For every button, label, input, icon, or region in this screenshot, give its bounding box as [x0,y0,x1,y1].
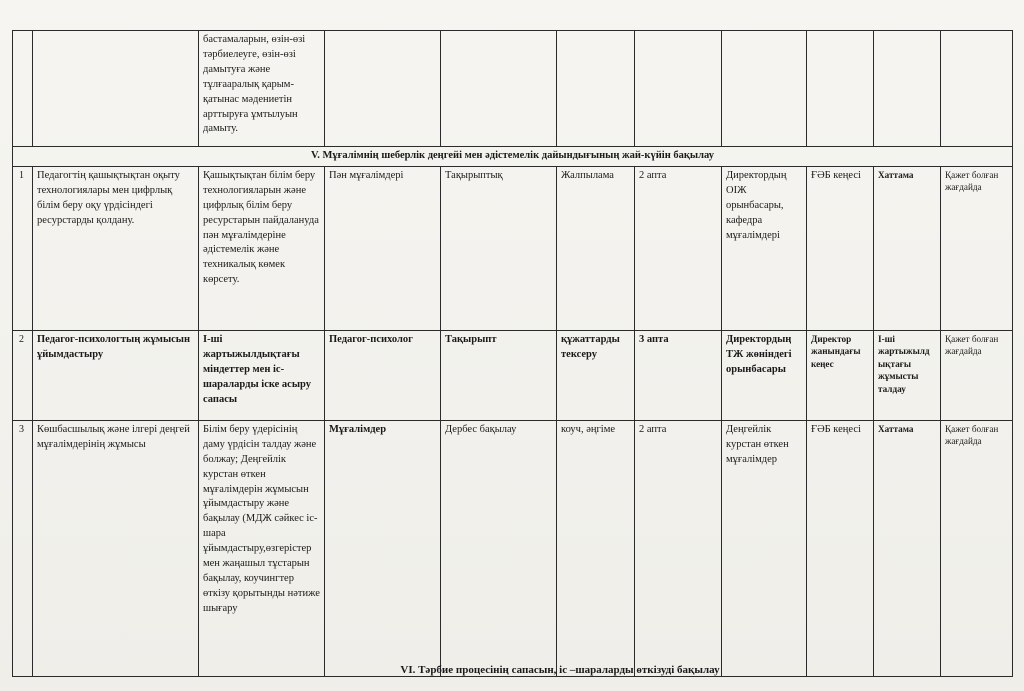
section-vi-title: VI. Тәрбие процесінің сапасын, іс –шараларды өткізуді бақылау [400,664,720,676]
section-v-title: V. Мұғалімнің шеберлік деңгейі мен әдістемелік дайындығының жай-күйін бақылау [13,147,1013,167]
cell-responsible: Деңгейлік курстан өткен мұғалімдер [722,420,807,676]
cell-method: Жалпылама [557,166,635,330]
cell-result: Хаттама [874,166,941,330]
cell-topic: Педагогтің қашықтықтан оқыту технологиялары мен цифрлық білім беру оқу үрдісіндегі ресурстарды қолдану. [33,166,199,330]
row-number: 1 [13,166,33,330]
cell-empty [874,31,941,147]
cell-method: коуч, әңгіме [557,420,635,676]
cell-empty [635,31,722,147]
row-number: 2 [13,330,33,420]
cell-topic [33,31,199,147]
cell-empty [441,31,557,147]
cell-followup: Қажет болған жағдайда [941,420,1013,676]
cell-review: ҒӘБ кеңесі [807,420,874,676]
cell-term: 2 апта [635,166,722,330]
cell-term: 2 апта [635,420,722,676]
table-row [13,330,1013,420]
cell-term: 3 апта [635,330,722,420]
cell-review: ҒӘБ кеңесі [807,166,874,330]
cell-type: Тақырыптық [441,166,557,330]
cell-object: Пән мұғалімдері [325,166,441,330]
cell-topic: Көшбасшылық және ілгері деңгей мұғалімдерінің жұмысы [33,420,199,676]
row-number: 3 [13,420,33,676]
cell-result: І-ші жартыжылдықтағы жұмысты талдау [874,330,941,420]
cell-empty [941,31,1013,147]
table-row-continuation [13,31,1013,147]
cell-review: Директор жанындағы кеңес [807,330,874,420]
cell-empty [325,31,441,147]
cell-type: Тақырыпт [441,330,557,420]
cell-responsible: Директордың ОІЖ орынбасары, кафедра мұғалімдері [722,166,807,330]
cell-topic: Педагог-психологтың жұмысын ұйымдастыру [33,330,199,420]
cell-object: Педагог-психолог [325,330,441,420]
cell-goal: Білім беру үдерісінің даму үрдісін талдау және болжау; Деңгейлік курстан өткен мұғалімдерін жұмысын ұйымдастыру және бақылау (МДЖ сәйкес іс-шара ұйымдастыру,өзгерістер мен жаңашыл тұстарын бақылау, коучингтер өткізу қорытынды нәтиже шығару [199,420,325,676]
cell-responsible: Директордың ТЖ жөніндегі орынбасары [722,330,807,420]
cell-num [13,31,33,147]
control-plan-table [12,30,1013,677]
table-row [13,420,1013,676]
cell-result: Хаттама [874,420,941,676]
cell-goal: бастамаларын, өзін-өзі тәрбиелеуге, өзін-өзі дамытуға және тұлғааралық қарым-қатынас мәдениетін арттыруға ұмтылуын дамыту. [199,31,325,147]
section-row [13,147,1013,167]
cell-empty [557,31,635,147]
cell-method: құжаттарды тексеру [557,330,635,420]
cell-empty [807,31,874,147]
cell-type: Дербес бақылау [441,420,557,676]
cell-followup: Қажет болған жағдайда [941,330,1013,420]
cell-goal: Қашықтықтан білім беру технологияларын және цифрлық білім беру ресурстарын пайдалануда пән мұғалімдеріне әдістемелік және техникалық көмек көрсету. [199,166,325,330]
cell-followup: Қажет болған жағдайда [941,166,1013,330]
cell-object: Мұғалімдер [325,420,441,676]
cell-goal: І-ші жартыжылдықтағы міндеттер мен іс-шараларды іске асыру сапасы [199,330,325,420]
cell-empty [722,31,807,147]
table-row [13,166,1013,330]
